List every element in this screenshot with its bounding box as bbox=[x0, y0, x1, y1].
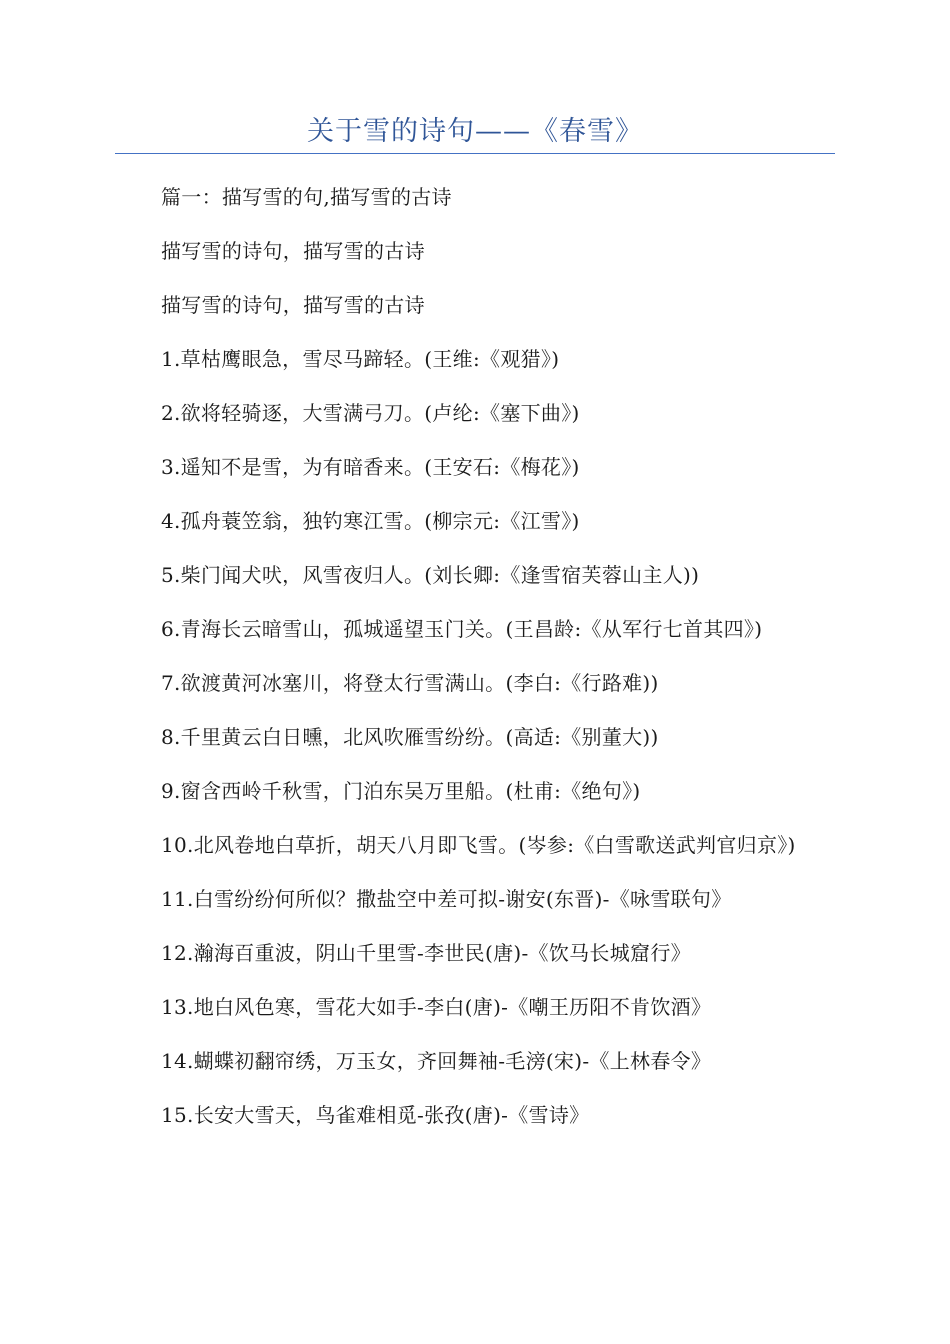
document-title: 关于雪的诗句——《春雪》 bbox=[307, 116, 643, 147]
paragraph-section-heading: 篇一：描写雪的句,描写雪的古诗 bbox=[161, 185, 452, 209]
poem-line: 10.北风卷地白草折，胡天八月即飞雪。(岑参:《白雪歌送武判官归京》) bbox=[161, 833, 796, 857]
poem-line: 11.白雪纷纷何所似？撒盐空中差可拟-谢安(东晋)-《咏雪联句》 bbox=[161, 887, 732, 911]
poem-line: 5.柴门闻犬吠，风雪夜归人。(刘长卿:《逢雪宿芙蓉山主人)) bbox=[161, 563, 700, 587]
poem-line: 2.欲将轻骑逐，大雪满弓刀。(卢纶:《塞下曲》) bbox=[161, 401, 580, 425]
poem-line: 9.窗含西岭千秋雪，门泊东吴万里船。(杜甫:《绝句》) bbox=[161, 779, 641, 803]
title-underline bbox=[115, 153, 835, 154]
poem-line: 14.蝴蝶初翻帘绣，万玉女，齐回舞袖-毛滂(宋)-《上林春令》 bbox=[161, 1049, 712, 1073]
poem-line: 7.欲渡黄河冰塞川，将登太行雪满山。(李白:《行路难)) bbox=[161, 671, 659, 695]
poem-line: 3.遥知不是雪，为有暗香来。(王安石:《梅花》) bbox=[161, 455, 580, 479]
poem-line: 4.孤舟蓑笠翁，独钓寒江雪。(柳宗元:《江雪》) bbox=[161, 509, 580, 533]
poem-line: 8.千里黄云白日曛，北风吹雁雪纷纷。(高适:《别董大)) bbox=[161, 725, 659, 749]
paragraph: 描写雪的诗句，描写雪的古诗 bbox=[161, 239, 425, 263]
document-body bbox=[115, 178, 835, 1150]
poem-line: 1.草枯鹰眼急，雪尽马蹄轻。(王维:《观猎》) bbox=[161, 347, 560, 371]
poem-line: 15.长安大雪天，鸟雀难相觅-张孜(唐)-《雪诗》 bbox=[161, 1103, 590, 1127]
poem-line: 13.地白风色寒，雪花大如手-李白(唐)-《嘲王历阳不肯饮酒》 bbox=[161, 995, 712, 1019]
paragraph: 描写雪的诗句，描写雪的古诗 bbox=[161, 293, 425, 317]
poem-line: 6.青海长云暗雪山，孤城遥望玉门关。(王昌龄:《从军行七首其四》) bbox=[161, 617, 763, 641]
poem-line: 12.瀚海百重波，阴山千里雪-李世民(唐)-《饮马长城窟行》 bbox=[161, 941, 691, 965]
